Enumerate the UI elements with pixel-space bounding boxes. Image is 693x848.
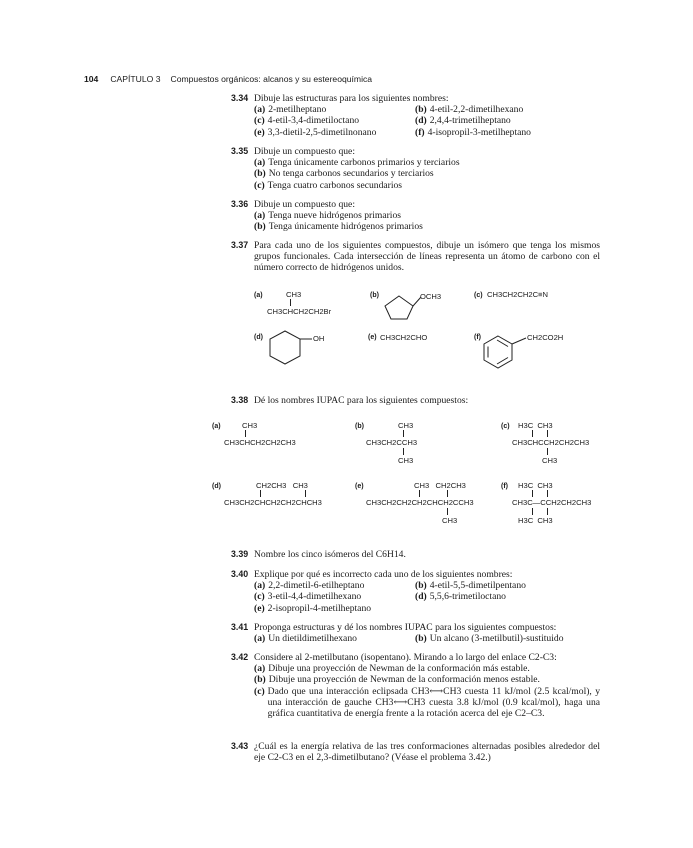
problem-3-38: 3.38 Dé los nombres IUPAC para los siguientes compuestos: — [231, 395, 469, 406]
chapter-label: CAPÍTULO 3 — [110, 74, 161, 84]
chem-3-38-d-top: CH2CH3 CH3 — [256, 481, 308, 490]
bond-line — [532, 490, 533, 497]
problem-3-36: 3.36 Dibuje un compuesto que: (a) Tenga nueve hidrógenos primarios (b) Tenga únicamente hidrógenos primarios — [231, 199, 423, 233]
chem-3-38-b-bot: CH3 — [398, 456, 414, 465]
bond-line — [512, 338, 526, 344]
problem-3-37: 3.37 Para cada uno de los siguientes compuestos, dibuje un isómero que tenga los mismos grupos funcionales. Cada intersección de líneas representa un átomo de carbono con el número correcto de hidrógenos unidos. — [231, 240, 600, 274]
structure-label-d: (d) — [212, 483, 221, 490]
page-number: 104 — [84, 74, 99, 84]
chem-3-38-c: CH3CHCCH2CH2CH3 — [512, 438, 590, 447]
bond-line — [532, 430, 533, 437]
bond-line — [260, 490, 261, 497]
chem-3-37-e: CH3CH2CHO — [380, 333, 428, 342]
problem-3-35: 3.35 Dibuje un compuesto que: (a) Tenga únicamente carbonos primarios y terciarios (b) No tenga carbonos secundarios y terciarios (c) Tenga cuatro carbonos secundarios — [231, 146, 460, 191]
chem-3-38-d: CH3CH2CHCH2CH2CHCH3 — [224, 498, 322, 507]
bond-line — [419, 490, 420, 497]
chem-3-38-e-top: CH3 CH2CH3 — [414, 481, 466, 490]
chem-3-37-f-sub: CH2CO2H — [527, 333, 564, 342]
chem-3-37-a-top: CH3 — [286, 290, 302, 299]
chem-3-38-a: CH3CHCH2CH2CH3 — [224, 438, 296, 447]
chem-3-38-e: CH3CH2CH2CH2CHCH2CCH3 — [366, 498, 474, 507]
bond-line — [413, 297, 421, 306]
structure-label-a: (a) — [254, 292, 263, 299]
bond-line — [532, 508, 533, 515]
chem-3-38-f-bot: H3C CH3 — [518, 516, 553, 525]
structure-label-c: (c) — [501, 423, 510, 430]
bond-line — [547, 508, 548, 515]
chem-3-37-a: CH3CHCH2CH2Br — [267, 307, 332, 316]
structure-label-e: (e) — [355, 483, 364, 490]
bond-line — [403, 448, 404, 455]
bond-line — [547, 490, 548, 497]
chem-3-37-d-sub: OH — [313, 334, 325, 343]
problem-text: Dibuje las estructuras para los siguientes nombres: — [254, 93, 449, 104]
chem-3-37-c: CH3CH2CH2C≡N — [487, 290, 548, 299]
structure-label-f: (f) — [474, 334, 481, 341]
bond-line — [447, 508, 448, 515]
structure-label-f: (f) — [501, 483, 508, 490]
structure-label-e: (e) — [368, 334, 377, 341]
chem-3-38-b-top: CH3 — [398, 421, 414, 430]
problem-3-39: 3.39 Nombre los cinco isómeros del C6H14. — [231, 549, 406, 560]
chem-3-37-b-sub: OCH3 — [420, 292, 442, 301]
chem-3-38-b: CH3CH2CCH3 — [366, 438, 418, 447]
chem-3-38-f: CH3C—CCH2CH2CH3 — [512, 498, 592, 507]
bond-line — [305, 490, 306, 497]
structure-label-a: (a) — [212, 423, 221, 430]
cyclopentane-ring — [385, 296, 413, 319]
chem-3-38-c-top: H3C CH3 — [518, 421, 553, 430]
structure-label-d: (d) — [254, 334, 263, 341]
bond-line — [245, 430, 246, 437]
problem-3-40: 3.40 Explique por qué es incorrecto cada uno de los siguientes nombres: (a) 2,2-dimetil-6-etilheptano (b) 4-etil-5,5-dimetilpentano (c) 3-etil-4,4-dimetilhexano (d) 5,5,6-trimetiloctano (e) 2-isopropil-4-metilheptano — [231, 569, 526, 614]
bond-line — [447, 490, 448, 497]
chapter-title: Compuestos orgánicos: alcanos y su estereoquímica — [170, 74, 373, 84]
problem-3-42: 3.42 Considere al 2-metilbutano (isopentano). Mirando a lo largo del enlace C2-C3: (a) Dibuje una proyección de Newman de la conformación más estable. (b) Dibuje una proyección de Newman de la conformación menos estable. (c) Dado que una interacción eclipsada CH3⟷CH3 cuesta 11 kJ/mol (2.5 kcal/mol), y una interacción de gauche CH3⟷CH3 cuesta 3.8 kJ/mol (0.9 kcal/mol), haga una gráfica cuantitativa de energía frente a la rotación acerca del eje C2–C3. — [231, 652, 600, 720]
chem-3-38-f-top: H3C CH3 — [518, 481, 553, 490]
problem-3-41: 3.41 Proponga estructuras y dé los nombres IUPAC para los siguientes compuestos: (a) Un dietildimetilhexano (b) Un alcano (3-metilbutil)-sustituido — [231, 622, 564, 645]
cyclohexane-ring — [270, 331, 300, 364]
problem-3-34: 3.34 Dibuje las estructuras para los siguientes nombres: (a) 2-metilheptano (b) 4-etil-2,2-dimetilhexano (c) 4-etil-3,4-dimetiloctano (d) 2,4,4-trimetilheptano (e) 3,3-dietil-2,5-dimetilnonano (f) 4-isopropil-3-metilheptano — [231, 93, 600, 138]
bond-line — [403, 430, 404, 437]
structure-label-c: (c) — [474, 292, 483, 299]
structure-label-b: (b) — [355, 423, 364, 430]
structure-label-b: (b) — [370, 292, 379, 299]
bond-line — [547, 430, 548, 437]
chem-3-38-e-bot: CH3 — [442, 516, 458, 525]
problem-3-43: 3.43 ¿Cuál es la energía relativa de las tres conformaciones alternadas posibles alrededor del eje C2-C3 en el 2,3-dimetilbutano? (Véase el problema 3.42.) — [231, 741, 600, 764]
chem-3-38-c-bot: CH3 — [542, 456, 558, 465]
bond-line — [547, 448, 548, 455]
chem-3-38-a-top: CH3 — [242, 421, 258, 430]
